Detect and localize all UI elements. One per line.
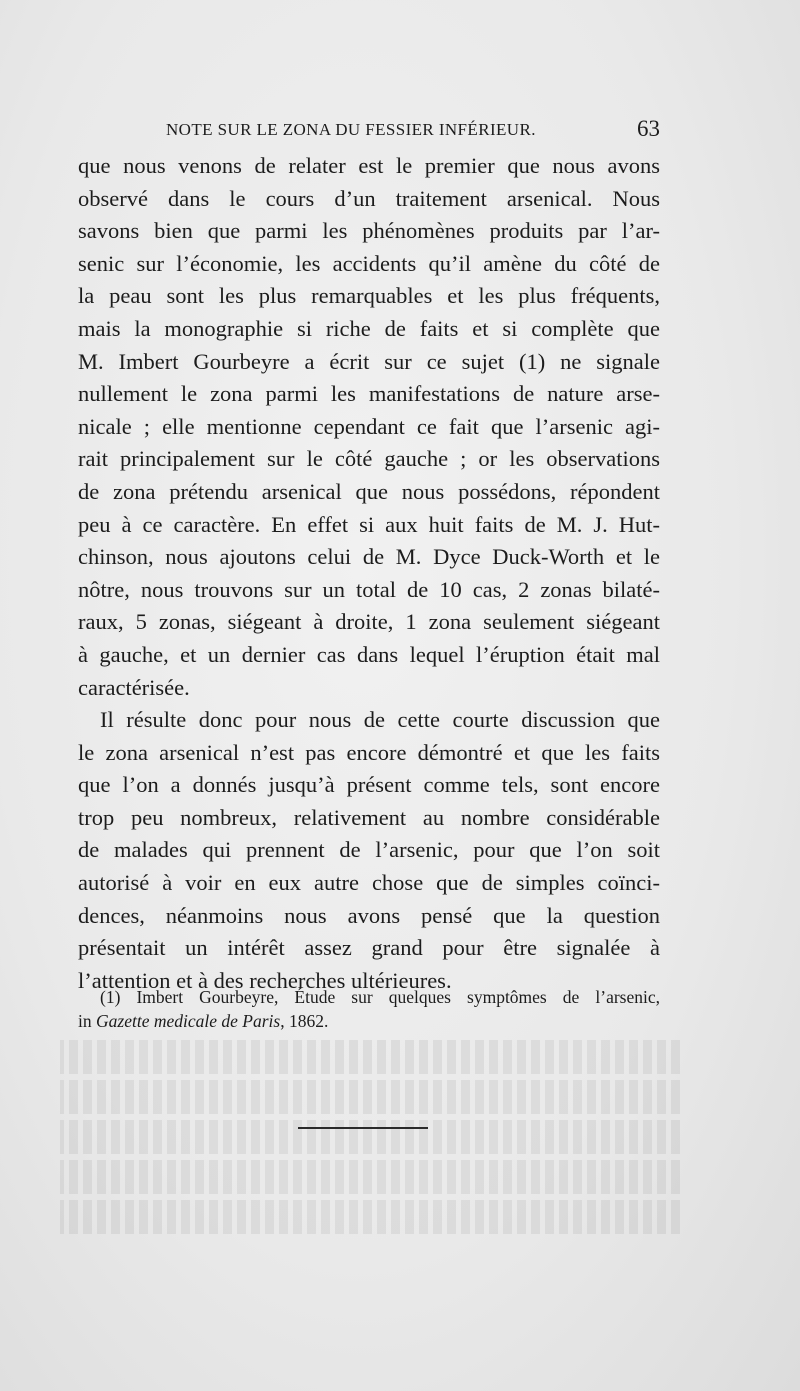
text-line: nullement le zona parmi les manifestations de nature arse- xyxy=(78,381,660,407)
section-rule xyxy=(298,1127,428,1129)
body-text xyxy=(78,150,660,997)
text-line: M. Imbert Gourbeyre a écrit sur ce sujet (1) ne signale xyxy=(78,348,660,374)
page-header xyxy=(78,116,660,144)
text-line: de zona prétendu arsenical que nous possédons, répondent xyxy=(78,478,660,504)
text-line: rait principalement sur le côté gauche ; or les observations xyxy=(78,446,660,472)
text-line: de malades qui prennent de l’arsenic, pour que l’on soit xyxy=(78,837,660,863)
text-line: nôtre, nous trouvons sur un total de 10 cas, 2 zonas bilaté- xyxy=(78,576,660,602)
running-title: NOTE SUR LE ZONA DU FESSIER INFÉRIEUR. xyxy=(166,120,536,139)
text-line: nicale ; elle mentionne cependant ce fait que l’arsenic agi- xyxy=(78,413,660,439)
footnote-suffix: , 1862. xyxy=(280,1011,329,1031)
text-line: que nous venons de relater est le premier que nous avons xyxy=(78,153,660,178)
text-line: chinson, nous ajoutons celui de M. Dyce Duck-Worth et le xyxy=(78,544,660,570)
bleed-through-text xyxy=(60,1040,680,1240)
text-line: l’attention et à des recherches ultérieures. xyxy=(78,967,452,993)
text-line: trop peu nombreux, relativement au nombre considérable xyxy=(78,804,660,830)
text-line: peu à ce caractère. En effet si aux huit faits de M. J. Hut- xyxy=(78,511,660,537)
text-line: à gauche, et un dernier cas dans lequel l’éruption était mal xyxy=(78,641,660,667)
page-number: 63 xyxy=(637,116,660,141)
text-line: présentait un intérêt assez grand pour être signalée à xyxy=(78,935,660,961)
text-line: savons bien que parmi les phénomènes produits par l’ar- xyxy=(78,218,660,244)
text-line: observé dans le cours d’un traitement arsenical. Nous xyxy=(78,185,660,211)
text-line: que l’on a donnés jusqu’à présent comme tels, sont encore xyxy=(78,772,660,798)
text-line: Il résulte donc pour nous de cette courte discussion que xyxy=(100,707,660,733)
text-line: autorisé à voir en eux autre chose que de simples coïnci- xyxy=(78,870,660,896)
text-line: senic sur l’économie, les accidents qu’il amène du côté de xyxy=(78,250,660,276)
footnote-line xyxy=(78,1009,660,1033)
footnote xyxy=(78,985,660,1033)
footnote-line: (1) Imbert Gourbeyre, Étude sur quelques symptômes de l’arsenic, xyxy=(100,987,660,1007)
journal-title: Gazette medicale de Paris xyxy=(96,1011,281,1031)
text-line: mais la monographie si riche de faits et si complète que xyxy=(78,315,660,341)
text-line: caractérisée. xyxy=(78,674,190,700)
text-line: raux, 5 zonas, siégeant à droite, 1 zona seulement siégeant xyxy=(78,609,660,635)
text-line: le zona arsenical n’est pas encore démontré et que les faits xyxy=(78,739,660,765)
text-line: dences, néanmoins nous avons pensé que la question xyxy=(78,902,660,928)
text-line: la peau sont les plus remarquables et les plus fréquents, xyxy=(78,283,660,309)
footnote-prefix: in xyxy=(78,1011,96,1031)
